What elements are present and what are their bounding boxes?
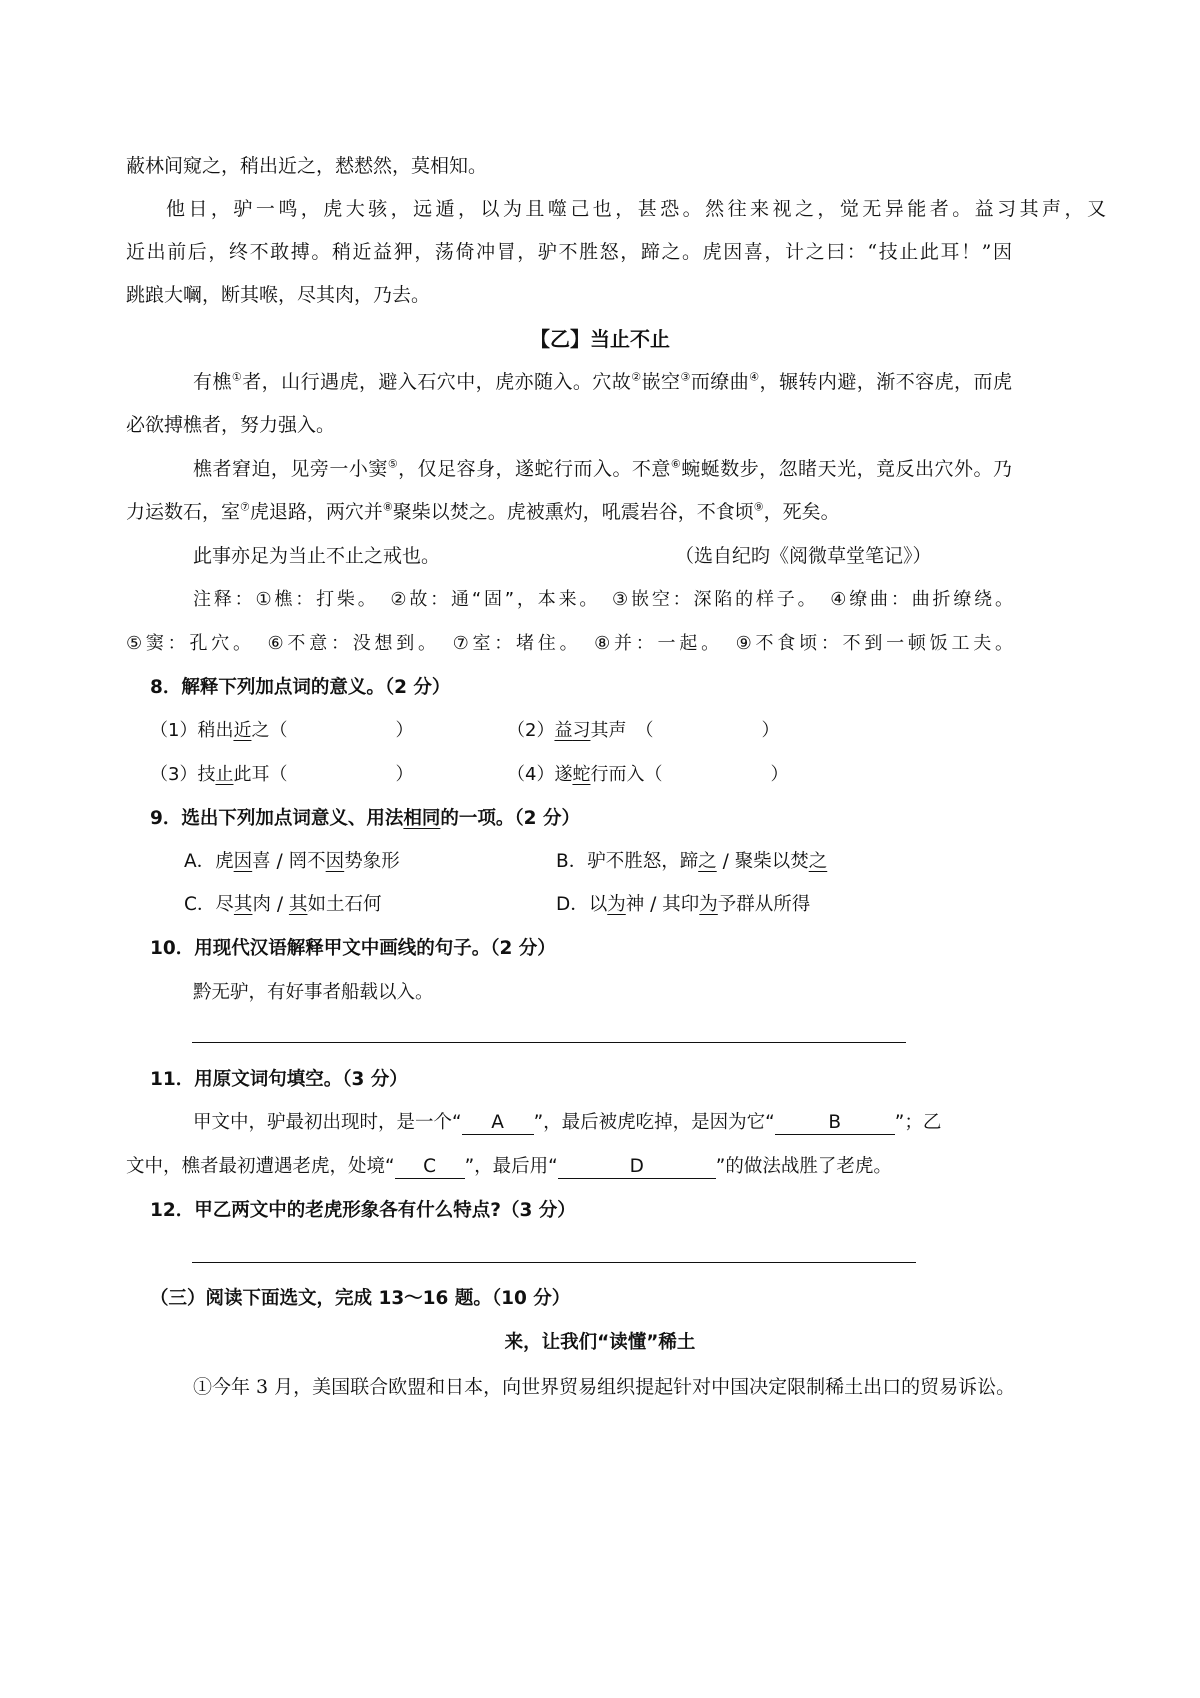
q8-dotted-word: 蛇	[572, 764, 591, 785]
q8-text: 此耳（ ）	[233, 764, 414, 785]
passage-b-text: 蜿蜒数步，忽睹天光，竟反出穴外。乃	[681, 458, 1012, 480]
q11-line-1	[193, 1110, 941, 1136]
note-mark-3: ③	[680, 370, 691, 384]
q9-text: B．驴不胜怒，蹄	[556, 851, 699, 872]
q8-text: （1）稍出	[150, 720, 234, 741]
q9-text: D．以	[556, 894, 608, 915]
note-mark-8: ⑧	[382, 500, 393, 514]
passage-b-source: （选自纪昀《阅微草堂笔记》）	[675, 545, 932, 567]
q8-item-2	[507, 718, 779, 744]
passage-b-text: 虎退路，两穴并	[249, 501, 383, 523]
passage-b-line-2: 必欲搏樵者，努力强入。	[126, 414, 336, 436]
passage-a-line-2: 他日，驴一鸣，虎大骇，远遁，以为且噬己也，甚恐。然往来视之，觉无异能者。益习其声，又	[166, 198, 1106, 220]
q11-text: 文中，樵者最初遭遇老虎，处境“	[126, 1156, 395, 1177]
q9-dotted-word: 为	[607, 894, 626, 915]
q10-sentence: 黔无驴，有好事者船载以入。	[193, 982, 434, 1003]
q9-dotted-word: 为	[699, 894, 718, 915]
q8-item-3	[150, 762, 413, 788]
q9-dotted-word: 因	[325, 851, 345, 872]
passage-a-line-1: 蔽林间窥之，稍出近之，慭慭然，莫相知。	[126, 155, 488, 177]
q11-blank-a[interactable]: A	[462, 1112, 534, 1135]
passage-b-moral: 此事亦足为当止不止之戒也。	[193, 545, 441, 567]
passage-b-text: 聚柴以焚之。虎被熏灼，吼震岩谷，不食顷	[392, 501, 754, 523]
notes-line-1: 注释：①樵：打柴。 ②故：通“固”，本来。 ③嵌空：深陷的样子。 ④缭曲：曲折缭绕。	[193, 589, 1013, 610]
q9-option-d	[556, 892, 810, 918]
passage-b-text: 樵者窘迫，见旁一小窦	[193, 458, 388, 480]
notes-line-2: ⑤窦：孔穴。 ⑥不意：没想到。 ⑦室：堵住。 ⑧并：一起。 ⑨不食顷：不到一顿饭工夫。	[126, 633, 1013, 654]
passage-a-line-4: 跳踉大㘎，断其喉，尽其肉，乃去。	[126, 284, 431, 306]
q8-text: 行而入（ ）	[590, 764, 789, 785]
passage-b-text: 者，山行遇虎，避入石穴中，虎亦随入。穴故	[242, 371, 632, 393]
q11-stem: 11．用原文词句填空。（3 分）	[150, 1069, 408, 1090]
section-3-stem: （三）阅读下面选文，完成 13～16 题。（10 分）	[150, 1288, 571, 1309]
passage-b-text: ，仅足容身，遂蛇行而入。不意	[398, 458, 671, 480]
q9-text: 势象形	[344, 851, 400, 872]
q8-text: 之（ ）	[251, 720, 414, 741]
q12-answer-line[interactable]	[192, 1262, 916, 1263]
q11-blank-b[interactable]: B	[775, 1112, 895, 1135]
passage-b-text: 有樵	[193, 371, 232, 393]
q9-text: 如土石何	[307, 894, 382, 915]
q8-dotted-word: 益	[554, 720, 573, 741]
q8-dotted-word: 止	[215, 764, 234, 785]
q8-stem: 8．解释下列加点词的意义。（2 分）	[150, 677, 451, 698]
q9-stem	[150, 806, 580, 832]
q11-text: 甲文中，驴最初出现时，是一个“	[193, 1112, 462, 1133]
passage-b-line-1	[193, 369, 1012, 395]
q11-text: ”；乙	[894, 1112, 942, 1133]
note-mark-7: ⑦	[240, 500, 250, 514]
q9-dotted-word: 其	[288, 894, 308, 915]
q9-emphasis: 相同	[403, 808, 441, 829]
note-mark-2: ②	[631, 370, 642, 384]
q9-text: 9．选出下列加点词意义、用法	[150, 808, 404, 829]
section-3-paragraph-1: ①今年 3 月，美国联合欧盟和日本，向世界贸易组织提起针对中国决定限制稀土出口的贸易诉讼。	[193, 1376, 1016, 1398]
passage-b-text: ，死矣。	[763, 501, 840, 523]
q11-text: ”，最后被虎吃掉，是因为它“	[533, 1112, 775, 1133]
q9-text: / 聚柴以焚	[716, 851, 809, 872]
passage-b-text: 嵌空	[641, 371, 681, 393]
q9-text: 肉 /	[252, 894, 289, 915]
q9-dotted-word: 之	[698, 851, 717, 872]
q9-dotted-word: 因	[233, 851, 253, 872]
q8-dotted-word: 习	[572, 720, 591, 741]
q9-text: 予群从所得	[717, 894, 811, 915]
section-3-title: 来，让我们“读懂”稀土	[504, 1332, 696, 1353]
passage-b-text: 而缭曲	[690, 371, 750, 393]
note-mark-9: ⑨	[753, 500, 764, 514]
q9-option-b	[556, 849, 827, 875]
q9-text: 喜 / 罔不	[252, 851, 326, 872]
q9-option-a	[184, 849, 400, 875]
q11-line-2	[126, 1154, 892, 1180]
q9-dotted-word: 其	[233, 894, 253, 915]
note-mark-5: ⑤	[387, 457, 399, 471]
q9-text: A．虎	[184, 851, 234, 872]
q12-stem: 12．甲乙两文中的老虎形象各有什么特点?（3 分）	[150, 1200, 576, 1221]
passage-a-line-3: 近出前后，终不敢搏。稍近益狎，荡倚冲冒，驴不胜怒，蹄之。虎因喜，计之曰：“技止此耳！”因	[126, 241, 1012, 263]
q8-text: （4）遂	[507, 764, 573, 785]
passage-b-text: 力运数石，室	[126, 501, 241, 523]
q9-text: 神 / 其印	[625, 894, 700, 915]
q8-text: （2）	[507, 720, 555, 741]
q8-text: 其声 （ ）	[590, 720, 780, 741]
q11-text: ”，最后用“	[464, 1156, 558, 1177]
q9-option-c	[184, 892, 381, 918]
q8-item-4	[507, 762, 788, 788]
note-mark-6: ⑥	[670, 457, 682, 471]
q9-text: 的一项。（2 分）	[440, 808, 580, 829]
q11-blank-d[interactable]: D	[558, 1156, 716, 1179]
note-mark-4: ④	[749, 370, 760, 384]
q8-text: （3）技	[150, 764, 216, 785]
passage-b-title: 【乙】当止不止	[530, 327, 670, 351]
q11-text: ”的做法战胜了老虎。	[715, 1156, 892, 1177]
q11-blank-c[interactable]: C	[395, 1156, 465, 1179]
passage-b-text: ，辗转内避，渐不容虎，而虎	[759, 371, 1012, 393]
q10-answer-line[interactable]	[192, 1042, 906, 1043]
q9-text: C．尽	[184, 894, 234, 915]
passage-b-line-3	[193, 456, 1012, 482]
q8-item-1	[150, 718, 413, 744]
q9-dotted-word: 之	[808, 851, 828, 872]
q8-dotted-word: 近	[233, 720, 252, 741]
q10-stem: 10．用现代汉语解释甲文中画线的句子。（2 分）	[150, 938, 556, 959]
note-mark-1: ①	[231, 370, 243, 384]
passage-b-line-4	[126, 499, 840, 525]
